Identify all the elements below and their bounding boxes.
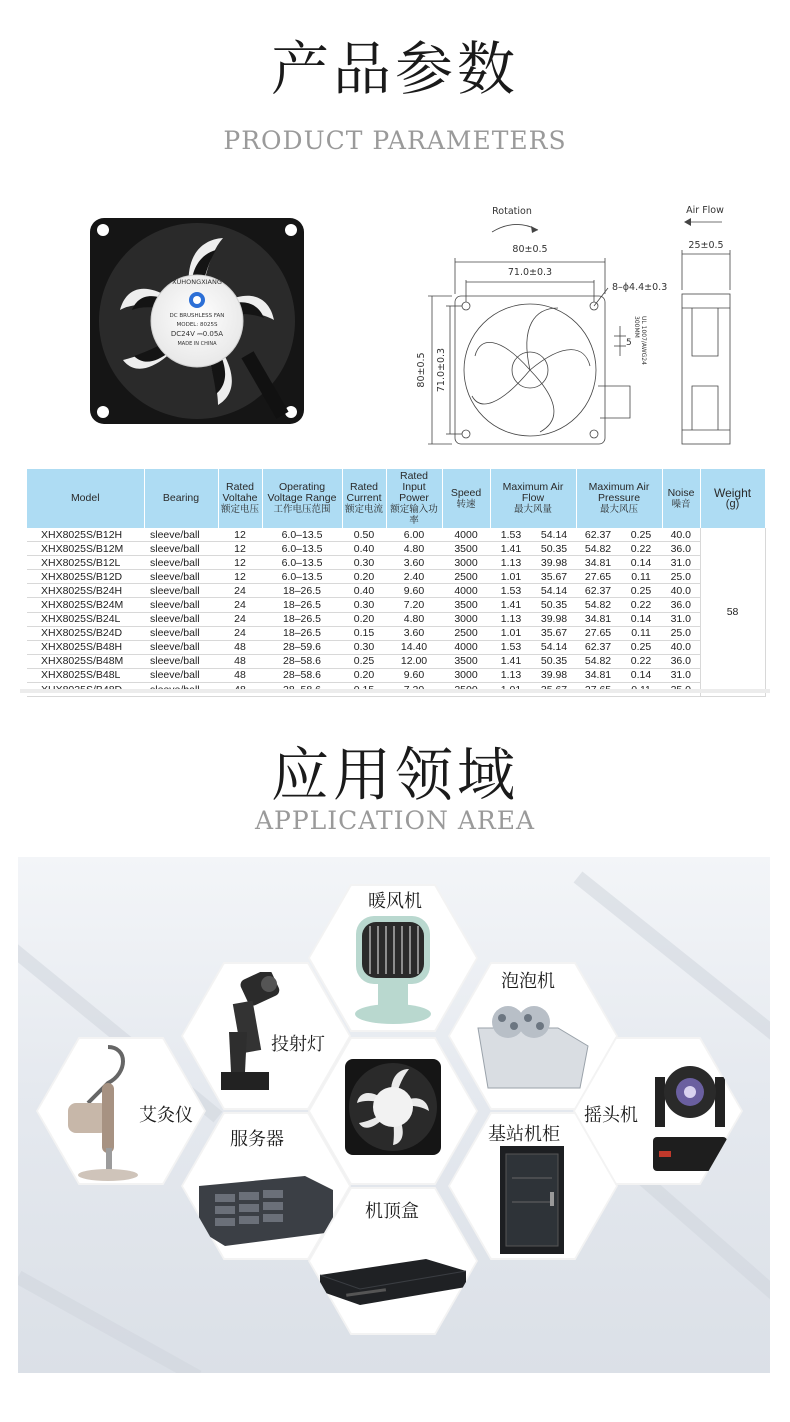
cabinet-icon — [492, 1142, 572, 1257]
table-cell: 3.60 — [386, 556, 442, 570]
table-cell: 50.35 — [532, 542, 576, 556]
table-cell: 1.41 — [490, 598, 532, 612]
table-cell: 1.01 — [490, 626, 532, 640]
spec-table — [27, 469, 766, 697]
table-cell: sleeve/ball — [144, 598, 218, 612]
table-cell: 3500 — [442, 542, 490, 556]
table-cell: 4000 — [442, 528, 490, 542]
table-cell: 1.13 — [490, 556, 532, 570]
table-cell: 28–58.6 — [262, 668, 342, 682]
section2-title-en: APPLICATION AREA — [254, 806, 536, 835]
weight-cell: 58 — [700, 528, 765, 697]
table-cell: 24 — [218, 612, 262, 626]
table-cell: 54.82 — [576, 598, 620, 612]
table-row — [27, 668, 765, 682]
col-rated-power: Rated Input Power 额定输入功率 — [386, 469, 442, 528]
table-cell: sleeve/ball — [144, 626, 218, 640]
label-moxa: 艾灸仪 — [139, 1105, 193, 1126]
table-cell: 34.81 — [576, 668, 620, 682]
table-cell: 50.35 — [532, 598, 576, 612]
table-cell: 18–26.5 — [262, 612, 342, 626]
table-cell: 34.81 — [576, 612, 620, 626]
table-cell: 2500 — [442, 570, 490, 584]
center-fan-icon — [343, 1057, 443, 1157]
technical-drawing — [400, 196, 770, 458]
table-cell: 40.0 — [662, 584, 700, 598]
col-rated-voltage: Rated Voltahe 额定电压 — [218, 469, 262, 528]
table-cell: sleeve/ball — [144, 668, 218, 682]
label-moving-head: 摇头机 — [584, 1105, 638, 1126]
col-rated-current: Rated Current 额定电流 — [342, 469, 386, 528]
table-row — [27, 556, 765, 570]
label-server: 服务器 — [230, 1129, 284, 1150]
table-cell: 7.20 — [386, 598, 442, 612]
col-operating-range: Operating Voltage Range 工作电压范围 — [262, 469, 342, 528]
table-cell: 0.40 — [342, 542, 386, 556]
settop-box-icon — [316, 1251, 470, 1311]
dim-height-80: 80±0.5 — [416, 352, 427, 388]
dim-height-71: 71.0±0.3 — [436, 347, 447, 393]
section-title-cn: 产品参数 — [270, 35, 519, 103]
table-cell: XHX8025S/B48M — [27, 654, 144, 668]
table-cell: 1.13 — [490, 612, 532, 626]
table-row — [27, 626, 765, 640]
table-row — [27, 542, 765, 556]
col-bearing: Bearing — [144, 469, 218, 528]
table-cell: 40.0 — [662, 528, 700, 542]
table-cell: 48 — [218, 668, 262, 682]
table-cell: sleeve/ball — [144, 584, 218, 598]
table-cell: XHX8025S/B24M — [27, 598, 144, 612]
table-cell: 28–58.6 — [262, 654, 342, 668]
table-cell: 0.30 — [342, 598, 386, 612]
table-cell: 0.14 — [620, 668, 662, 682]
table-cell: 24 — [218, 626, 262, 640]
label-settop: 机顶盒 — [365, 1201, 419, 1222]
rotation-label: Rotation — [492, 206, 532, 217]
table-cell: sleeve/ball — [144, 654, 218, 668]
table-cell: 4.80 — [386, 612, 442, 626]
table-cell: sleeve/ball — [144, 542, 218, 556]
table-cell: 62.37 — [576, 640, 620, 654]
divider — [20, 689, 770, 693]
table-row — [27, 584, 765, 598]
product-photo — [28, 190, 368, 452]
table-cell: sleeve/ball — [144, 570, 218, 584]
table-cell: 25.0 — [662, 626, 700, 640]
table-cell: XHX8025S/B24D — [27, 626, 144, 640]
table-cell: 18–26.5 — [262, 584, 342, 598]
table-cell: XHX8025S/B48L — [27, 668, 144, 682]
table-cell: 48 — [218, 654, 262, 668]
table-cell: 3000 — [442, 556, 490, 570]
table-cell: sleeve/ball — [144, 556, 218, 570]
table-header-row — [27, 469, 765, 528]
dim-width-80: 80±0.5 — [512, 244, 548, 255]
table-cell: 0.14 — [620, 612, 662, 626]
table-cell: 0.22 — [620, 654, 662, 668]
table-cell: 35.67 — [532, 570, 576, 584]
table-cell: XHX8025S/B12L — [27, 556, 144, 570]
table-cell: 0.25 — [620, 640, 662, 654]
airflow-label: Air Flow — [686, 205, 724, 216]
table-cell: 0.25 — [342, 654, 386, 668]
server-icon — [195, 1172, 337, 1252]
table-row — [27, 528, 765, 542]
table-cell: 48 — [218, 640, 262, 654]
fan-illustration — [28, 190, 368, 452]
table-cell: 1.53 — [490, 528, 532, 542]
col-noise: Noise 噪音 — [662, 469, 700, 528]
table-cell: 54.14 — [532, 584, 576, 598]
table-cell: XHX8025S/B12M — [27, 542, 144, 556]
label-spotlight: 投射灯 — [271, 1034, 325, 1055]
table-cell: 0.40 — [342, 584, 386, 598]
fan-label-line3: DC24V ⎓0.05A — [170, 330, 224, 338]
col-weight: Weight (g) — [700, 469, 765, 528]
table-cell: XHX8025S/B24H — [27, 584, 144, 598]
table-cell: 3000 — [442, 612, 490, 626]
table-row — [27, 570, 765, 584]
table-cell: 39.98 — [532, 668, 576, 682]
table-cell: sleeve/ball — [144, 640, 218, 654]
table-cell: 34.81 — [576, 556, 620, 570]
table-cell: 62.37 — [576, 584, 620, 598]
col-speed: Speed 转速 — [442, 469, 490, 528]
table-cell: 31.0 — [662, 668, 700, 682]
table-cell: 24 — [218, 598, 262, 612]
moxa-device-icon — [58, 1043, 138, 1183]
table-cell: 18–26.5 — [262, 598, 342, 612]
table-cell: 6.0–13.5 — [262, 556, 342, 570]
table-cell: 50.35 — [532, 654, 576, 668]
table-cell: 62.37 — [576, 528, 620, 542]
table-cell: sleeve/ball — [144, 612, 218, 626]
table-cell: 36.0 — [662, 598, 700, 612]
table-cell: 36.0 — [662, 654, 700, 668]
table-cell: 1.41 — [490, 654, 532, 668]
fan-label-line2: MODEL: 8025S — [176, 322, 218, 328]
table-cell: 6.00 — [386, 528, 442, 542]
table-cell: 0.11 — [620, 570, 662, 584]
label-heater: 暖风机 — [368, 891, 422, 912]
table-cell: 25.0 — [662, 570, 700, 584]
table-cell: 1.01 — [490, 570, 532, 584]
table-cell: XHX8025S/B24L — [27, 612, 144, 626]
dim-width-71: 71.0±0.3 — [507, 267, 553, 278]
table-cell: 0.30 — [342, 640, 386, 654]
table-cell: 3000 — [442, 668, 490, 682]
label-cabinet: 基站机柜 — [488, 1124, 560, 1145]
table-row — [27, 640, 765, 654]
table-cell: 4.80 — [386, 542, 442, 556]
table-cell: 2.40 — [386, 570, 442, 584]
table-cell: 54.14 — [532, 640, 576, 654]
table-cell: 3500 — [442, 654, 490, 668]
col-model: Model — [27, 469, 144, 528]
table-cell: 4000 — [442, 640, 490, 654]
table-cell: 39.98 — [532, 556, 576, 570]
table-cell: 54.82 — [576, 654, 620, 668]
col-air-pressure: Maximum Air Pressure 最大风压 — [576, 469, 662, 528]
table-cell: 0.30 — [342, 556, 386, 570]
table-cell: 31.0 — [662, 556, 700, 570]
table-cell: 39.98 — [532, 612, 576, 626]
table-cell: 36.0 — [662, 542, 700, 556]
table-cell: 6.0–13.5 — [262, 570, 342, 584]
fan-label-line4: MADE IN CHINA — [177, 341, 217, 347]
table-cell: 0.20 — [342, 570, 386, 584]
table-cell: 14.40 — [386, 640, 442, 654]
table-cell: 12 — [218, 570, 262, 584]
table-cell: 6.0–13.5 — [262, 542, 342, 556]
table-row — [27, 612, 765, 626]
dim-hole: 8–ϕ4.4±0.3 — [612, 282, 668, 293]
table-cell: 1.41 — [490, 542, 532, 556]
table-cell: 31.0 — [662, 612, 700, 626]
table-cell: 27.65 — [576, 570, 620, 584]
table-cell: sleeve/ball — [144, 528, 218, 542]
dimension-drawing — [400, 196, 770, 458]
table-row — [27, 598, 765, 612]
table-cell: 3.60 — [386, 626, 442, 640]
table-cell: 0.25 — [620, 528, 662, 542]
wire-length: 300MM — [633, 316, 640, 338]
table-cell: 0.20 — [342, 612, 386, 626]
fan-label-brand: XUHONGXIANG — [172, 278, 222, 286]
table-cell: XHX8025S/B48H — [27, 640, 144, 654]
table-cell: 6.0–13.5 — [262, 528, 342, 542]
fan-label-line1: DC BRUSHLESS FAN — [169, 313, 225, 319]
table-cell: 0.25 — [620, 584, 662, 598]
table-cell: 4000 — [442, 584, 490, 598]
label-bubble: 泡泡机 — [501, 971, 555, 992]
table-cell: 1.53 — [490, 640, 532, 654]
table-cell: 0.50 — [342, 528, 386, 542]
wire-spec: UL 1007/AWG24 — [640, 316, 647, 365]
dim-depth-25: 25±0.5 — [688, 240, 724, 251]
table-cell: 0.11 — [620, 626, 662, 640]
table-cell: 0.15 — [342, 626, 386, 640]
table-cell: 9.60 — [386, 584, 442, 598]
application-panel — [18, 857, 770, 1373]
table-cell: 1.53 — [490, 584, 532, 598]
section-title-en: PRODUCT PARAMETERS — [223, 126, 567, 155]
table-cell: 12 — [218, 556, 262, 570]
table-cell: XHX8025S/B12D — [27, 570, 144, 584]
table-cell: 18–26.5 — [262, 626, 342, 640]
table-cell: 54.14 — [532, 528, 576, 542]
section2-title-cn: 应用领域 — [270, 741, 519, 809]
table-cell: 2500 — [442, 626, 490, 640]
table-cell: 0.20 — [342, 668, 386, 682]
table-cell: 0.22 — [620, 542, 662, 556]
table-cell: 3500 — [442, 598, 490, 612]
col-air-flow: Maximum Air Flow 最大风量 — [490, 469, 576, 528]
bubble-machine-icon — [468, 998, 598, 1098]
table-cell: 40.0 — [662, 640, 700, 654]
table-cell: 12 — [218, 528, 262, 542]
table-row — [27, 654, 765, 668]
table-cell: 28–59.6 — [262, 640, 342, 654]
table-cell: 1.13 — [490, 668, 532, 682]
table-cell: 9.60 — [386, 668, 442, 682]
table-cell: 12.00 — [386, 654, 442, 668]
table-cell: 27.65 — [576, 626, 620, 640]
dim-5: 5 — [626, 338, 632, 348]
table-cell: 0.22 — [620, 598, 662, 612]
table-cell: 0.14 — [620, 556, 662, 570]
table-cell: 12 — [218, 542, 262, 556]
table-cell: 24 — [218, 584, 262, 598]
table-cell: XHX8025S/B12H — [27, 528, 144, 542]
table-cell: 35.67 — [532, 626, 576, 640]
table-cell: 54.82 — [576, 542, 620, 556]
heater-icon — [348, 914, 438, 1026]
